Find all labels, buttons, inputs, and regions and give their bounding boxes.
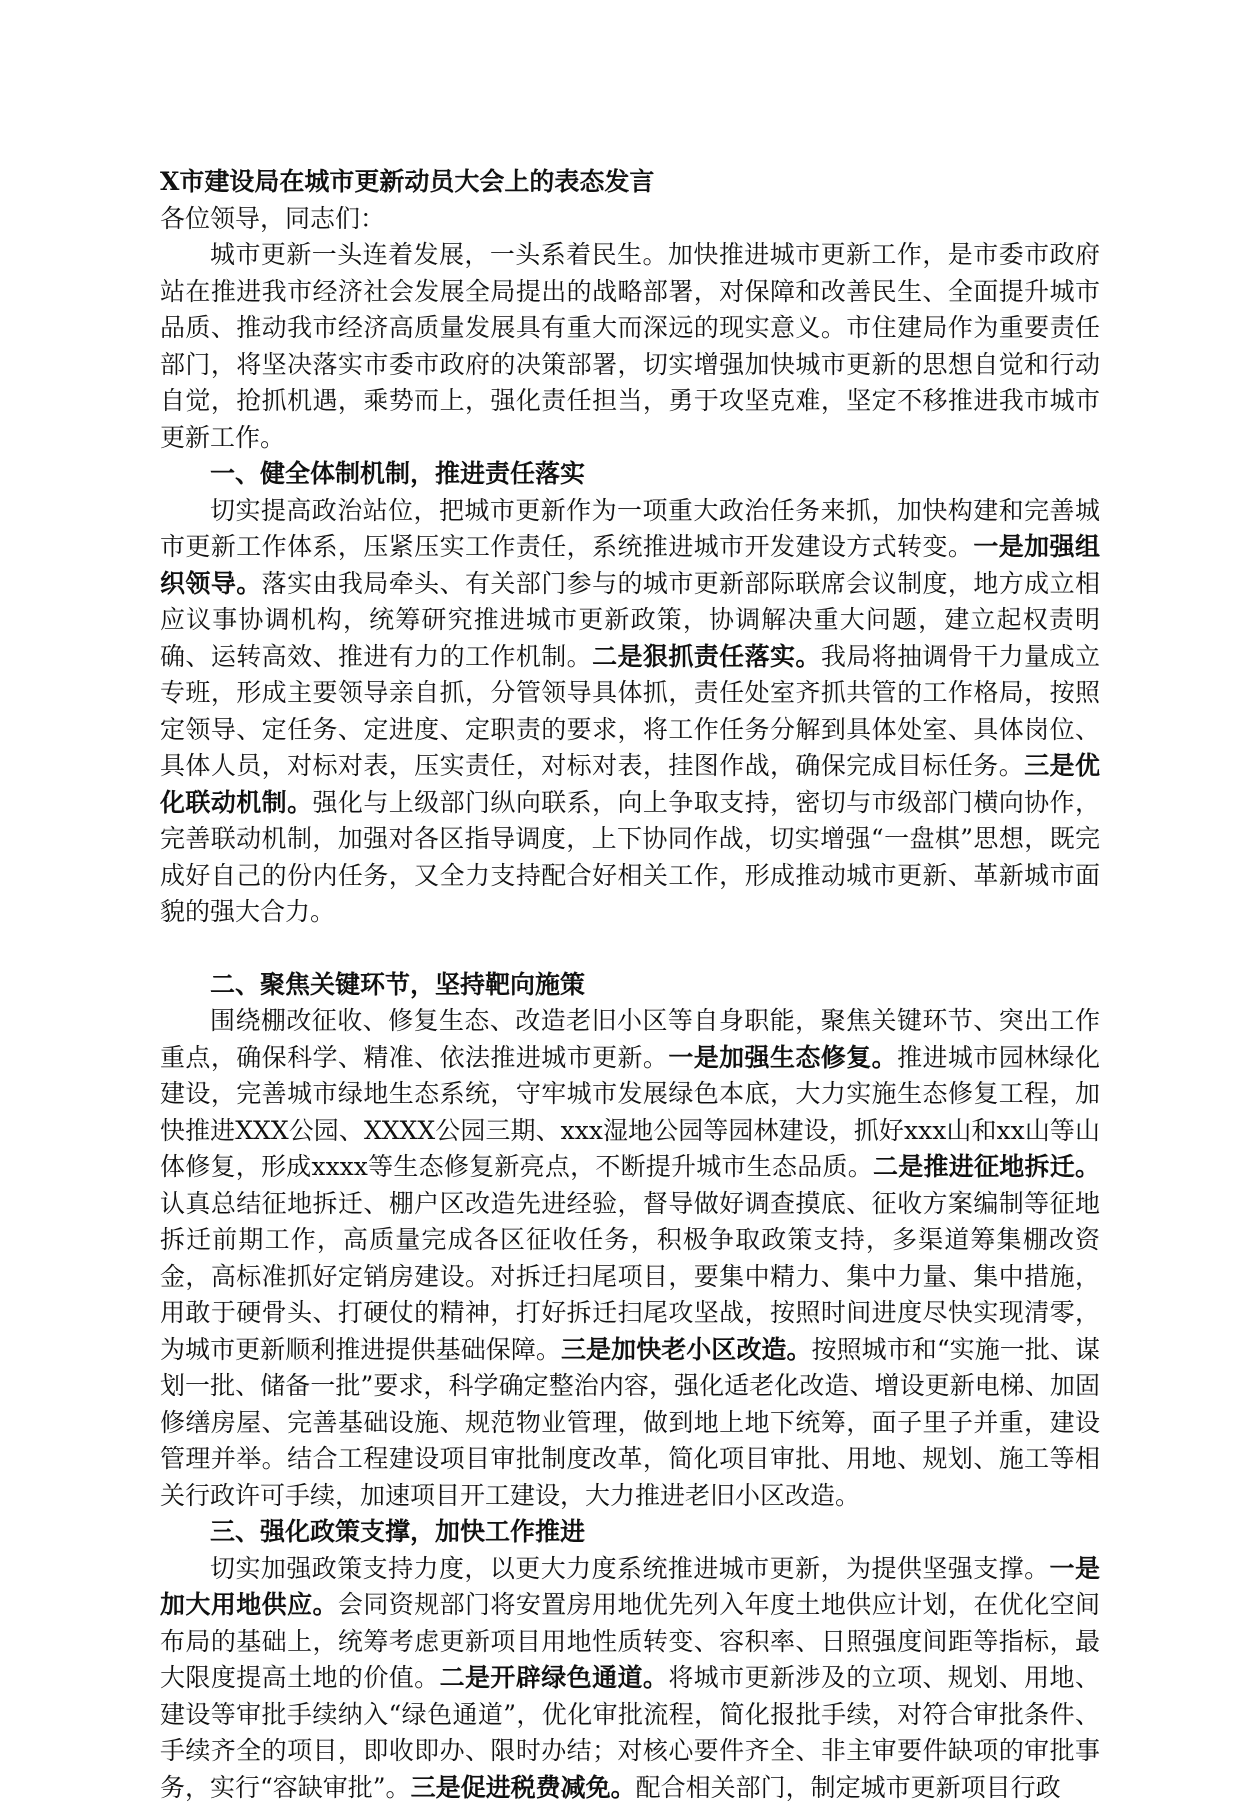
point-label: 二是开辟绿色通道。	[440, 1663, 669, 1692]
section-lead: 围绕棚改征收、修复生态、改造老旧小区等自身职能，聚焦关键环节、突出工作重点，确保科学、精准、依法推进城市更新。	[160, 1006, 1100, 1072]
point-text: 将城市更新涉及的立项、规划、用地、建设等审批手续纳入“绿色通道”，优化审批流程，简化报批手续，对符合审批条件、手续齐全的项目，即收即办、限时办结；对核心要件齐全、非主审要件缺项的审批事务，实行“容缺审批”。	[160, 1663, 1100, 1802]
document-page	[160, 164, 1100, 1806]
point-text: 落实由我局牵头、有关部门参与的城市更新部际联席会议制度，地方成立相应议事协调机构，统筹研究推进城市更新政策，协调解决重大问题，建立起权责明确、运转高效、推进有力的工作机制。	[160, 569, 1100, 671]
point-text: 会同资规部门将安置房用地优先列入年度土地供应计划，在优化空间布局的基础上，统筹考虑更新项目用地性质转变、容积率、日照强度间距等指标，最大限度提高土地的价值。	[160, 1590, 1100, 1692]
intro-paragraph: 城市更新一头连着发展，一头系着民生。加快推进城市更新工作，是市委市政府站在推进我市经济社会发展全局提出的战略部署，对保障和改善民生、全面提升城市品质、推动我市经济高质量发展具有重大而深远的现实意义。市住建局作为重要责任部门，将坚决落实市委市政府的决策部署，切实增强加快城市更新的思想自觉和行动自觉，抢抓机遇，乘势而上，强化责任担当，勇于攻坚克难，坚定不移推进我市城市更新工作。	[160, 237, 1100, 456]
point-label: 一是加大用地供应。	[160, 1554, 1100, 1620]
point-text: 推进城市园林绿化建设，完善城市绿地生态系统，守牢城市发展绿色本底，大力实施生态修复工程，加快推进XXX公园、XXXX公园三期、xxx湿地公园等园林建设，抓好xxx山和xx山等山体修复，形成xxxx等生态修复新亮点，不断提升城市生态品质。	[160, 1043, 1100, 1182]
section-paragraph	[160, 1551, 1100, 1806]
point-text: 认真总结征地拆迁、棚户区改造先进经验，督导做好调查摸底、征收方案编制等征地拆迁前期工作，高质量完成各区征收任务，积极争取政策支持，多渠道筹集棚改资金，高标准抓好定销房建设。对拆迁扫尾项目，要集中精力、集中力量、集中措施，用敢于硬骨头、打硬仗的精神，打好拆迁扫尾攻坚战，按照时间进度尽快实现清零，为城市更新顺利推进提供基础保障。	[160, 1189, 1100, 1364]
point-label: 三是促进税费减免。	[411, 1773, 636, 1802]
section-heading: 一、健全体制机制，推进责任落实	[160, 456, 1100, 493]
document-title: X市建设局在城市更新动员大会上的表态发言	[160, 164, 1100, 201]
salutation: 各位领导，同志们：	[160, 201, 1100, 238]
point-label: 三是优化联动机制。	[160, 751, 1100, 817]
point-label: 一是加强组织领导。	[160, 532, 1100, 598]
point-label: 一是加强生态修复。	[668, 1043, 897, 1072]
section-paragraph	[160, 1003, 1100, 1514]
point-label: 二是推进征地拆迁。	[873, 1152, 1100, 1181]
point-text: 我局将抽调骨干力量成立专班，形成主要领导亲自抓，分管领导具体抓，责任处室齐抓共管的工作格局，按照定领导、定任务、定进度、定职责的要求，将工作任务分解到具体处室、具体岗位、具体人员，对标对表，压实责任，对标对表，挂图作战，确保完成目标任务。	[160, 642, 1100, 781]
section-heading: 二、聚焦关键环节，坚持靶向施策	[160, 967, 1100, 1004]
point-text: 配合相关部门，制定城市更新项目行政	[636, 1773, 1061, 1802]
section-lead: 切实加强政策支持力度，以更大力度系统推进城市更新，为提供坚强支撑。	[210, 1554, 1050, 1583]
point-text: 强化与上级部门纵向联系，向上争取支持，密切与市级部门横向协作，完善联动机制，加强对各区指导调度，上下协同作战，切实增强“一盘棋”思想，既完成好自己的份内任务，又全力支持配合好相关工作，形成推动城市更新、革新城市面貌的强大合力。	[160, 788, 1100, 927]
point-text: 按照城市和“实施一批、谋划一批、储备一批”要求，科学确定整治内容，强化适老化改造、增设更新电梯、加固修缮房屋、完善基础设施、规范物业管理，做到地上地下统筹，面子里子并重，建设管理并举。结合工程建设项目审批制度改革，简化项目审批、用地、规划、施工等相关行政许可手续，加速项目开工建设，大力推进老旧小区改造。	[160, 1335, 1100, 1510]
point-label: 三是加快老小区改造。	[561, 1335, 812, 1364]
section-paragraph	[160, 493, 1100, 931]
section-lead: 切实提高政治站位，把城市更新作为一项重大政治任务来抓，加快构建和完善城市更新工作体系，压紧压实工作责任，系统推进城市开发建设方式转变。	[160, 496, 1100, 562]
point-label: 二是狠抓责任落实。	[592, 642, 821, 671]
section-heading: 三、强化政策支撑，加快工作推进	[160, 1514, 1100, 1551]
